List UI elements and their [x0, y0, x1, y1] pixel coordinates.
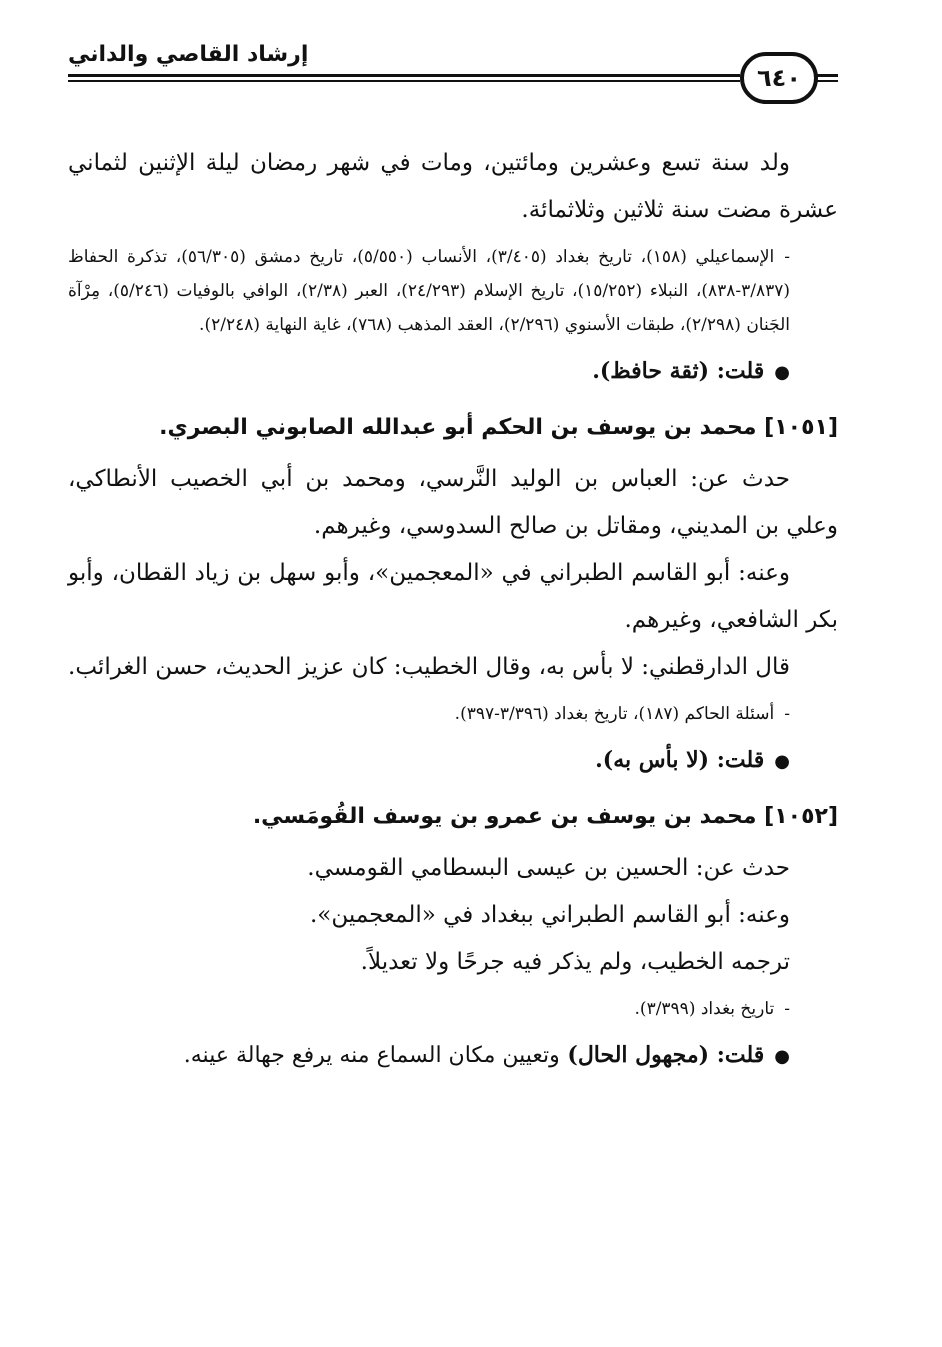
bullet-icon: ● [774, 362, 790, 383]
bullet-icon: ● [774, 751, 790, 772]
references-block [68, 992, 838, 1026]
bullet-icon: ● [774, 1046, 790, 1067]
page-header [68, 38, 838, 118]
entry-paragraph: ترجمه الخطيب، ولم يذكر فيه جرحًا ولا تعديلاً. [360, 949, 790, 975]
dash-marker: - [784, 247, 791, 267]
header-rule [68, 80, 740, 82]
verdict-label: قلت: [716, 1042, 765, 1068]
dash-marker: - [784, 999, 790, 1019]
verdict-label: قلت: [716, 358, 765, 384]
header-rule [816, 74, 838, 77]
entry-paragraph: وعنه: أبو القاسم الطبراني في «المعجمين»، وأبو سهل بن زياد القطان، وأبو بكر الشافعي، وغيرهم. [68, 560, 838, 633]
references-block [68, 240, 838, 342]
entry-paragraph: وعنه: أبو القاسم الطبراني ببغداد في «المعجمين». [309, 902, 790, 928]
verdict-label: قلت: [716, 747, 765, 773]
verdict-line [68, 1030, 838, 1082]
running-title: إرشاد القاصي والداني [68, 42, 309, 67]
continuation-paragraph: ولد سنة تسع وعشرين ومائتين، ومات في شهر رمضان ليلة الإثنين لثماني عشرة مضت سنة ثلاثين وثلاثمائة. [68, 150, 838, 223]
references-text: أسئلة الحاكم (١٨٧)، تاريخ بغداد (٣/٣٩٦-٣٩٧). [454, 704, 775, 724]
entry-paragraph: حدث عن: الحسين بن عيسى البسطامي القومسي. [307, 855, 790, 881]
verdict-text: (ثقة حافظ). [592, 358, 710, 384]
verdict-text: (مجهول الحال) [567, 1042, 710, 1068]
references-text: تاريخ بغداد (٣/٣٩٩). [634, 999, 775, 1019]
references-text: الإسماعيلي (١٥٨)، تاريخ بغداد (٣/٤٠٥)، الأنساب (٥/٥٥٠)، تاريخ دمشق (٥٦/٣٠٥)، تذكرة الحفاظ (٣/٨٣٧-٨٣٨)، النبلاء (١٥/٢٥٢)، تاريخ الإسلام (٢٤/٢٩٣)، العبر (٢/٣٨)، الوافي بالوفيات (٥/٢٤٦)، مِرْآة الجَنان (٢/٢٩٨)، طبقات الأسنوي (٢/٢٩٦)، العقد المذهب (٧٦٨)، غاية النهاية (٢/٢٤٨). [68, 247, 791, 335]
dash-marker: - [784, 704, 790, 724]
entry-paragraph: قال الدارقطني: لا بأس به، وقال الخطيب: كان عزيز الحديث، حسن الغرائب. [68, 654, 790, 680]
verdict-comment: وتعيين مكان السماع منه يرفع جهالة عينه. [183, 1043, 560, 1068]
header-rule [68, 74, 740, 77]
header-rule [816, 80, 838, 82]
entry-heading: [١٠٥١] محمد بن يوسف بن الحكم أبو عبدالله الصابوني البصري. [159, 415, 838, 440]
entry-paragraph: حدث عن: العباس بن الوليد النَّرسي، ومحمد بن أبي الخصيب الأنطاكي، وعلي بن المديني، ومقاتل بن صالح السدوسي، وغيرهم. [68, 466, 838, 539]
verdict-text: (لا بأس به). [595, 747, 710, 773]
verdict-line [68, 735, 838, 787]
verdict-line [68, 346, 838, 398]
references-block [68, 697, 838, 731]
page-number: ٦٤٠ [740, 52, 818, 104]
page-content [68, 140, 838, 1082]
entry-heading: [١٠٥٢] محمد بن يوسف بن عمرو بن يوسف القُومَسي. [252, 804, 838, 829]
